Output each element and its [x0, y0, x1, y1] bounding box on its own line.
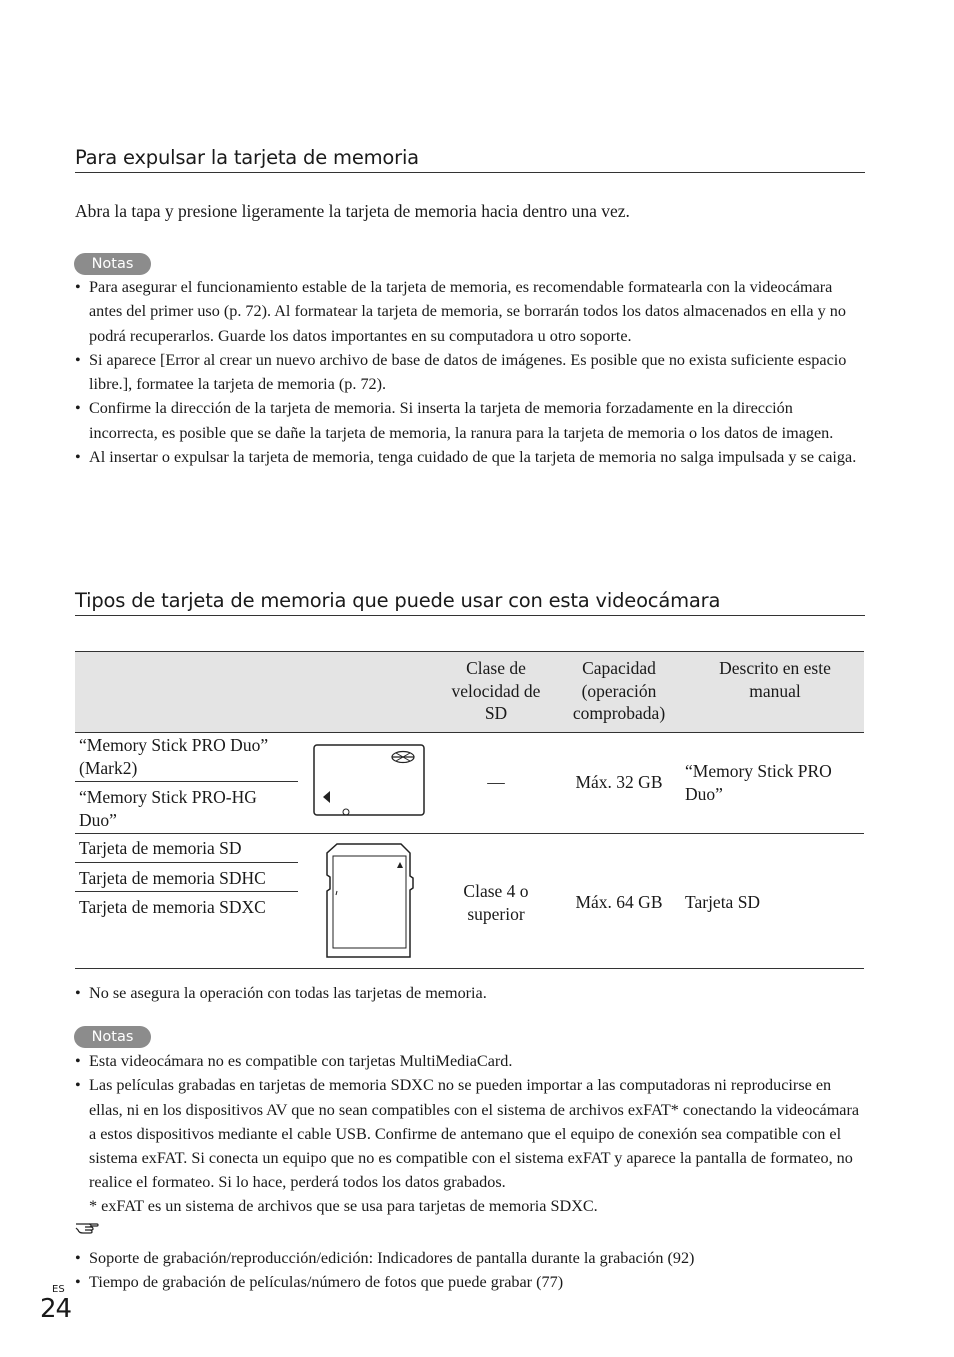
capacity-cell: Máx. 32 GB	[575, 772, 663, 792]
notes-badge: Notas	[74, 253, 151, 275]
list-item: • Para asegurar el funcionamiento estable de la tarjeta de memoria, es recomendable formatearla con la videocámara antes del primer uso (p. 72). Al formatear la tarjeta de memoria, se borrarán todos los datos almacenados en ella y no podrá recuperarlos. Guarde los datos importantes en su computadora u otro soporte.	[75, 275, 865, 348]
section-title-card-types: Tipos de tarjeta de memoria que puede usar con esta videocámara	[75, 589, 865, 616]
speed-class-cell: —	[487, 772, 505, 792]
reference-link[interactable]: • Soporte de grabación/reproducción/edición: Indicadores de pantalla durante la grabación (92)	[75, 1246, 865, 1270]
header-capacity: Capacidad (operación comprobada)	[572, 658, 666, 723]
list-item: • Confirme la dirección de la tarjeta de memoria. Si inserta la tarjeta de memoria forzadamente en la dirección incorrecta, es posible que se dañe la tarjeta de memoria, la ranura para la tarjeta de memoria o los datos de imagen.	[75, 396, 865, 445]
list-item: • Las películas grabadas en tarjetas de memoria SDXC no se pueden importar a las computadoras ni reproducirse en ellas, ni en los dispositivos AV que no sean compatibles con el sistema de archivos exFAT* conectando la videocámara a estos dispositivos mediante el cable USB. Confirme de antemano que el equipo de conexión sea compatible con el sistema exFAT. Si conecta un equipo que no es compatible con el sistema exFAT y aparece la pantalla de formateo, no realice el formateo. Si lo hace, perderá todos los datos grabados.	[75, 1073, 865, 1194]
header-speed-class: Clase de velocidad de SD	[451, 658, 541, 723]
card-type-cell: Tarjeta de memoria SD	[79, 838, 242, 858]
reference-list	[75, 1246, 865, 1295]
language-label: ES	[52, 1284, 65, 1295]
section-title-eject: Para expulsar la tarjeta de memoria	[75, 146, 865, 173]
speed-class-cell: Clase 4 o superior	[463, 881, 529, 924]
notes-list-1	[75, 275, 865, 469]
notes-list-2	[75, 1049, 865, 1195]
card-type-cell: “Memory Stick PRO Duo” (Mark2)	[79, 735, 269, 778]
header-described: Descrito en este manual	[719, 658, 831, 701]
sd-card-icon	[323, 843, 415, 965]
exfat-footnote: * exFAT es un sistema de archivos que se usa para tarjetas de memoria SDXC.	[89, 1197, 598, 1215]
group-divider	[75, 833, 864, 834]
card-type-cell: “Memory Stick PRO-HG Duo”	[79, 787, 257, 830]
table-bottom-border	[75, 968, 864, 969]
eject-instructions: Abra la tapa y presione ligeramente la tarjeta de memoria hacia dentro una vez.	[75, 201, 630, 221]
pointing-hand-icon	[75, 1218, 99, 1242]
row-divider	[75, 862, 298, 863]
list-item: • Esta videocámara no es compatible con tarjetas MultiMediaCard.	[75, 1049, 865, 1073]
card-type-cell: Tarjeta de memoria SDHC	[79, 868, 266, 888]
page-number: 24	[40, 1294, 72, 1324]
card-type-cell: Tarjeta de memoria SDXC	[79, 897, 266, 917]
row-divider	[75, 781, 298, 782]
table-note	[75, 981, 865, 1005]
notes-badge: Notas	[74, 1026, 151, 1048]
described-cell: “Memory Stick PRO Duo”	[685, 761, 832, 804]
list-item: • Si aparece [Error al crear un nuevo archivo de base de datos de imágenes. Es posible que no exista suficiente espacio libre.], formatee la tarjeta de memoria (p. 72).	[75, 348, 865, 397]
list-item: • Al insertar o expulsar la tarjeta de memoria, tenga cuidado de que la tarjeta de memoria no salga impulsada y se caiga.	[75, 445, 865, 469]
list-item: • No se asegura la operación con todas las tarjetas de memoria.	[75, 981, 865, 1005]
capacity-cell: Máx. 64 GB	[575, 892, 663, 912]
reference-link[interactable]: • Tiempo de grabación de películas/número de fotos que puede grabar (77)	[75, 1270, 865, 1294]
memory-stick-card-icon	[313, 744, 426, 823]
row-divider	[75, 891, 298, 892]
described-cell: Tarjeta SD	[685, 892, 761, 912]
